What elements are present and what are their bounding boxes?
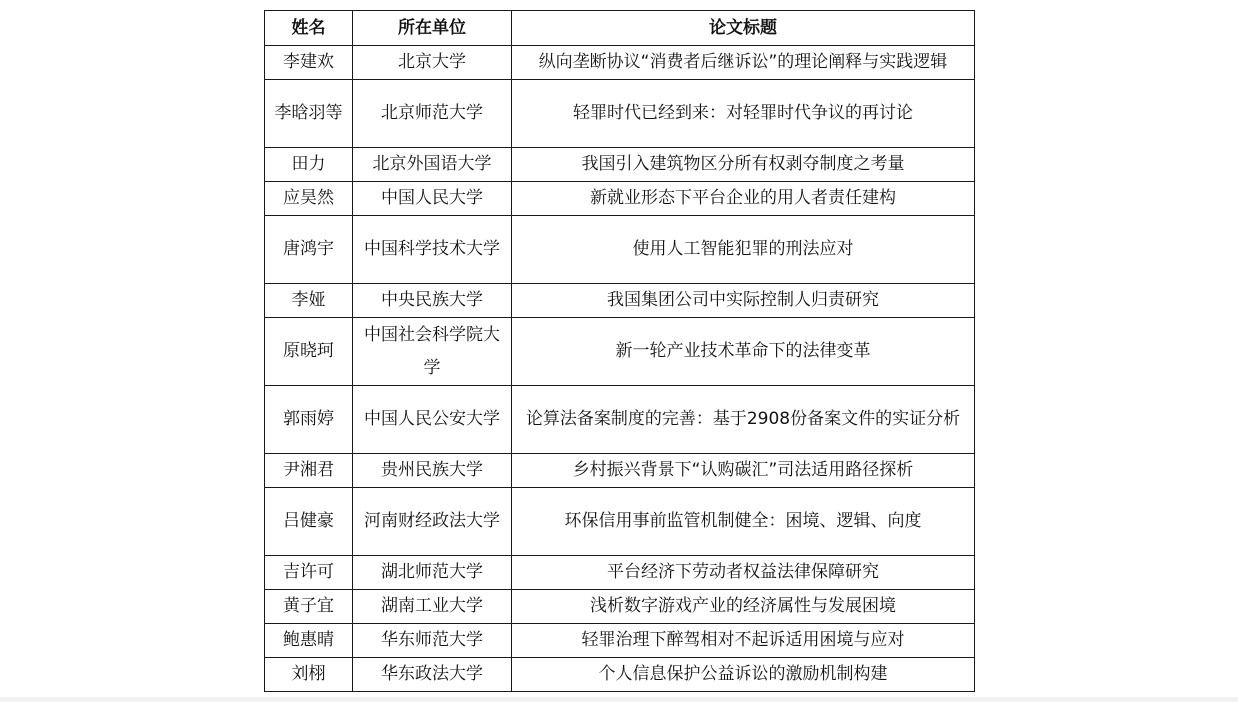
- cell-name: 鲍惠晴: [265, 624, 353, 658]
- cell-title: 环保信用事前监管机制健全：困境、逻辑、向度: [512, 488, 975, 556]
- cell-name: 吕健豪: [265, 488, 353, 556]
- cell-title: 浅析数字游戏产业的经济属性与发展困境: [512, 590, 975, 624]
- cell-title: 乡村振兴背景下“认购碳汇”司法适用路径探析: [512, 454, 975, 488]
- cell-unit: 北京师范大学: [353, 80, 512, 148]
- cell-title: 轻罪时代已经到来：对轻罪时代争议的再讨论: [512, 80, 975, 148]
- table-row: [265, 454, 975, 488]
- table-row: [265, 488, 975, 556]
- table-row: [265, 46, 975, 80]
- paper-list-table: [264, 10, 975, 692]
- header-row: [265, 11, 975, 46]
- table-row: [265, 216, 975, 284]
- cell-title: 纵向垄断协议“消费者后继诉讼”的理论阐释与实践逻辑: [512, 46, 975, 80]
- table-header: [265, 11, 975, 46]
- table-row: [265, 658, 975, 692]
- cell-unit: 中国人民公安大学: [353, 386, 512, 454]
- cell-name: 吉许可: [265, 556, 353, 590]
- cell-unit: 北京大学: [353, 46, 512, 80]
- cell-unit: 中央民族大学: [353, 284, 512, 318]
- cell-title: 使用人工智能犯罪的刑法应对: [512, 216, 975, 284]
- table-row: [265, 624, 975, 658]
- cell-name: 田力: [265, 148, 353, 182]
- header-title: 论文标题: [512, 11, 975, 46]
- page-bottom-edge: [0, 697, 1238, 702]
- table-row: [265, 590, 975, 624]
- cell-unit: 华东政法大学: [353, 658, 512, 692]
- table-row: [265, 318, 975, 386]
- cell-title: 新就业形态下平台企业的用人者责任建构: [512, 182, 975, 216]
- cell-unit: 中国科学技术大学: [353, 216, 512, 284]
- table-row: [265, 284, 975, 318]
- cell-unit: 中国社会科学院大学: [353, 318, 512, 386]
- cell-name: 黄子宜: [265, 590, 353, 624]
- cell-title: 个人信息保护公益诉讼的激励机制构建: [512, 658, 975, 692]
- header-name: 姓名: [265, 11, 353, 46]
- table-row: [265, 182, 975, 216]
- cell-unit: 华东师范大学: [353, 624, 512, 658]
- cell-unit: 中国人民大学: [353, 182, 512, 216]
- cell-unit: 湖北师范大学: [353, 556, 512, 590]
- cell-name: 刘栩: [265, 658, 353, 692]
- header-unit: 所在单位: [353, 11, 512, 46]
- table-row: [265, 80, 975, 148]
- cell-title: 论算法备案制度的完善：基于2908份备案文件的实证分析: [512, 386, 975, 454]
- cell-name: 唐鸿宇: [265, 216, 353, 284]
- cell-unit: 北京外国语大学: [353, 148, 512, 182]
- cell-title: 轻罪治理下醉驾相对不起诉适用困境与应对: [512, 624, 975, 658]
- cell-name: 原晓珂: [265, 318, 353, 386]
- table-row: [265, 148, 975, 182]
- table-body: [265, 46, 975, 692]
- cell-name: 李建欢: [265, 46, 353, 80]
- cell-unit: 河南财经政法大学: [353, 488, 512, 556]
- cell-name: 郭雨婷: [265, 386, 353, 454]
- cell-name: 应昊然: [265, 182, 353, 216]
- cell-name: 李晗羽等: [265, 80, 353, 148]
- table-row: [265, 556, 975, 590]
- table-row: [265, 386, 975, 454]
- cell-title: 平台经济下劳动者权益法律保障研究: [512, 556, 975, 590]
- cell-name: 尹湘君: [265, 454, 353, 488]
- cell-title: 新一轮产业技术革命下的法律变革: [512, 318, 975, 386]
- cell-title: 我国引入建筑物区分所有权剥夺制度之考量: [512, 148, 975, 182]
- cell-unit: 贵州民族大学: [353, 454, 512, 488]
- cell-name: 李娅: [265, 284, 353, 318]
- cell-title: 我国集团公司中实际控制人归责研究: [512, 284, 975, 318]
- cell-unit: 湖南工业大学: [353, 590, 512, 624]
